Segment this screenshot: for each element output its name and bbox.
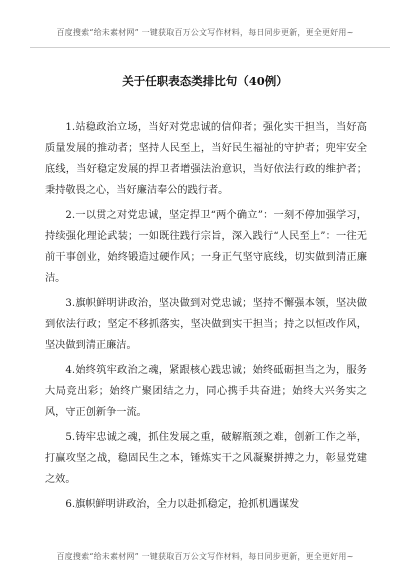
paragraph-2: 2.一以贯之对党忠诚，坚定捍卫“两个确立”：一刻不停加强学习，持续强化理论武装；一如既往践行宗旨，深入践行“人民至上”：一往无前干事创业，始终锻造过硬作风；一身正气坚守底线，切实做到清正廉洁。 [45,210,367,284]
document-title: 关于任职表态类排比句（40例） [122,74,288,88]
paragraph-3: 3.旗帜鲜明讲政治，坚决做到对党忠诚；坚持不懈强本领，坚决做到依法行政；坚定不移抓落实，坚决做到实干担当；持之以恒改作风，坚决做到清正廉洁。 [45,298,367,351]
paragraph-1: 1.站稳政治立场，当好对党忠诚的信仰者；强化实干担当，当好高质量发展的推动者；坚持人民至上，当好民生福祉的守护者；兜牢安全底线，当好稳定发展的捍卫者增强法治意识，当好依法行政的维护者；秉持敬畏之心，当好廉洁奉公的践行者。 [45,122,367,196]
document-body [45,117,367,519]
paragraph-4: 4.始终筑牢政治之魂，紧跟核心践忠诚；始终砥砺担当之为，服务大局竞出彩；始终广聚团结之力，同心携手共奋进；始终大兴务实之风，守正创新争一流。 [45,365,367,418]
header-divider [30,47,390,48]
paragraph-6: 6.旗帜鲜明讲政治，全力以赴抓稳定，抢抓机遇谋发 [65,499,300,510]
page-header-text: 百度搜索“给未素材网” 一键获取百万公文写作材料，每日同步更新，更全更好用~ [56,28,354,37]
page-footer-text: 百度搜索“给未素材网” 一键获取百万公文写作材料，每日同步更新，更全更好用~ [56,552,354,561]
paragraph-5: 5.铸牢忠诚之魂，抓住发展之重，破解瓶颈之难，创新工作之举，打赢攻坚之战，稳固民生之本，锤炼实干之风凝聚拼搏之力，彰显党建之效。 [45,432,367,485]
